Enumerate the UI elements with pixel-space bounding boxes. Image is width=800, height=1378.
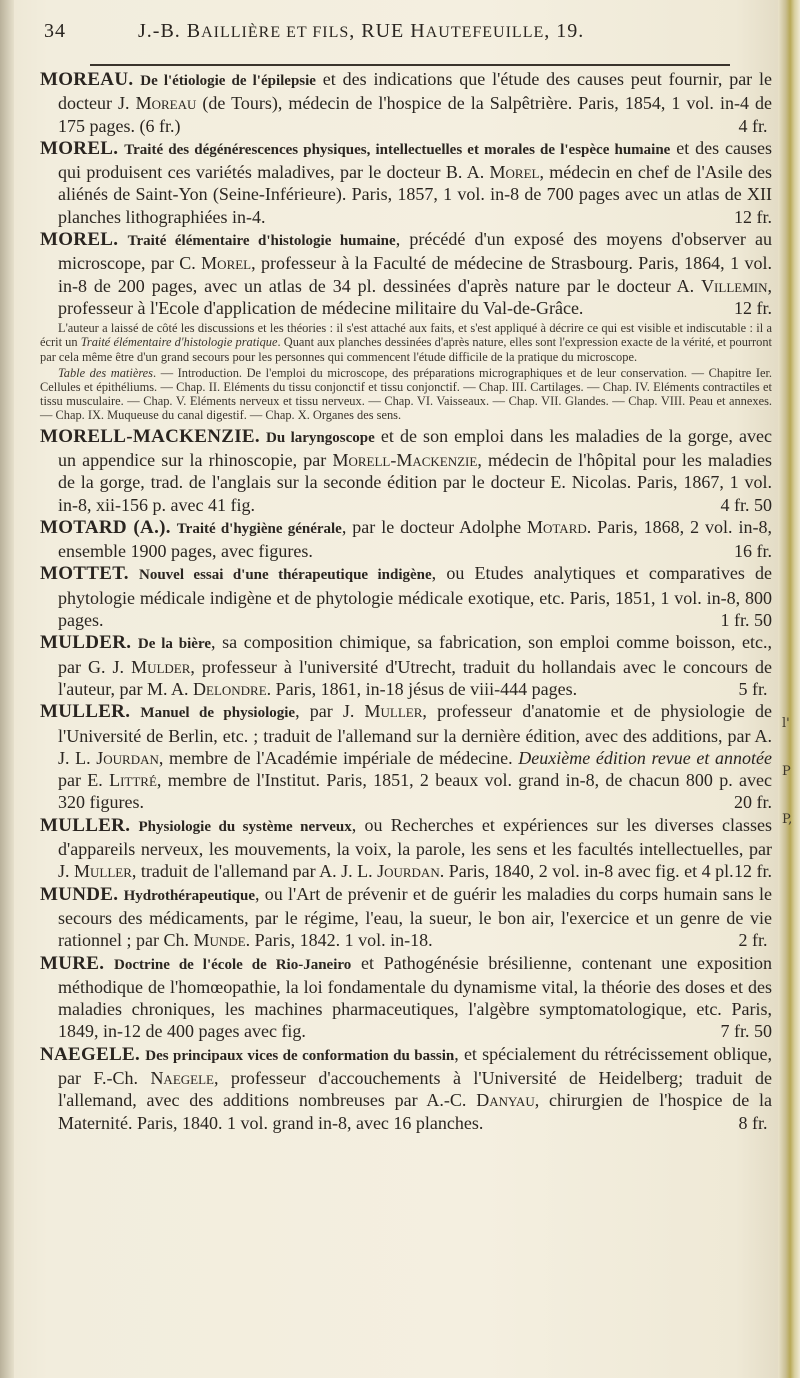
note-italic: Table des matières [58, 365, 153, 380]
entry-author: Muller [364, 701, 423, 722]
entry-headword: NAEGELE. [40, 1043, 141, 1065]
entry-text: , médecin en chef de l'Asile des aliénés de Saint-Yon (Seine-Inférieure). Paris, 1857, 1 vol. in-8 de 700 pages avec un atlas de XII planches lithographiées in-4. [58, 162, 772, 227]
entry-text: , professeur à la Faculté de médecine de Strasbourg. Paris, 1864, 1 vol. in-8 de 200 pages, avec un atlas de 34 pl. dessinées d'après nature par le docteur A. [58, 253, 772, 296]
entry-text: , professeur d'anatomie et de physiologie de l'Université de Berlin, etc. ; traduit de l'allemand sur la dernière édition, avec des additions, par A. J. L. [58, 701, 772, 768]
catalogue-entry [40, 562, 772, 631]
entry-text: , précédé d'un exposé des moyens d'observer au microscope, par C. [58, 229, 773, 274]
entry-text: , médecin de l'hôpital pour les maladies de la gorge, trad. de l'anglais sur la seconde édition par le docteur E. Nicolas. Paris, 1867, 1 vol. in-8, xii-156 p. avec 41 fig. [58, 449, 772, 515]
catalogue-entry [40, 814, 772, 883]
entry-text: , chirurgien de l'hospice de la Maternité. Paris, 1840. 1 vol. grand in-8, avec 16 planches. [58, 1090, 773, 1133]
entry-text: , par J. [295, 701, 365, 722]
entry-author: Delondre [193, 678, 267, 699]
entry-author: Morel [201, 253, 252, 274]
entry-author: Jourdan [377, 861, 440, 882]
note-text: . — Introduction. De l'emploi du microscope, des préparations micrographiques et de leur conservation. — Chapitre Ier. Cellules et épithéliums. — Chap. II. Eléments du tissu conjonctif et tissu conjonctif. — Chap. III. Cartilages. — Chap. IV. Eléments contractiles et tissu musculaire. — Chap. V. Eléments nerveux et tissu nerveux. — Chap. VI. Vaisseaux. — Chap. VII. Glandes. — Chap. VIII. Peau et annexes. — Chap. IX. Muqueuse du canal digestif. — Chap. X. Organes des sens. [40, 365, 772, 423]
entry-title: Traité des dégénérescences physiques, intellectuelles et morales de l'espèce humaine [124, 141, 671, 158]
entry-text: , par le docteur Adolphe [341, 516, 528, 537]
entry-text: , membre de l'Académie impériale de médecine. [158, 747, 519, 768]
entry-text: . Paris, 1861, in-18 jésus de viii-444 pages. [266, 678, 578, 699]
entry-text: , ou Recherches et expériences sur les diverses classes d'appareils nerveux, les mouvements, la voix, la parole, les sens et les facultés intellectuelles, par J. [58, 814, 772, 882]
entry-note [40, 321, 772, 364]
street-prefix: , RUE H [349, 20, 426, 42]
catalogue-entry [40, 516, 772, 563]
catalogue-entry [40, 700, 772, 813]
entry-title: De l'étiologie de l'épilepsie [140, 73, 316, 89]
entry-text: , professeur d'accouchements à l'Université de Heidelberg; traduit de l'allemand, avec des additions nombreuses par A.-C. [58, 1068, 772, 1111]
catalogue-entry [40, 68, 772, 137]
entry-headword: MOREL. [40, 229, 119, 251]
entry-price: 12 fr. [734, 297, 772, 318]
entry-author: Danyau [476, 1090, 535, 1111]
note-text: . Quant aux planches dessinées d'après nature, elles sont l'expression exacte de la vérité, et pourront par cela même être d'un grand secours pour les personnes qui commencent l'étude difficile de la pratique du microscope. [40, 335, 772, 364]
entry-text: par E. [58, 770, 110, 791]
entry-price: 4 fr. [738, 115, 768, 136]
entry-title: Traité élémentaire d'histologie humaine [127, 233, 396, 250]
publisher-name: AILLIÈRE ET FILS [201, 24, 350, 41]
entry-price: 1 fr. 50 [720, 610, 772, 631]
entry-author: Muller [74, 861, 132, 882]
entry-author: Littré [109, 770, 157, 791]
entry-text: et Pathogénésie brésilienne, contenant une exposition méthodique de l'homœopathie, la loi fondamentale du dynamisme vital, la théorie des doses et des maladies chroniques, les machines pharmaceutiques, l'algèbre symptomatologique, etc. Paris, 1849, in-12 de 400 pages avec fig. [58, 952, 773, 1042]
entry-text: et des indications que l'étude des causes peut fournir, par le docteur J. [58, 69, 772, 114]
entry-title: De la bière [137, 636, 211, 653]
entry-headword: MOTARD (A.). [40, 516, 171, 538]
edge-letter: P [782, 764, 791, 779]
street-number: , 19. [544, 20, 585, 42]
entry-headword: MOREAU. [40, 69, 134, 90]
edge-letter: P, [782, 812, 793, 827]
entry-title: Traité d'hygiène générale [176, 520, 342, 537]
entry-title: Du laryngoscope [266, 429, 375, 446]
entry-text: , membre de l'Institut. Paris, 1851, 2 beaux vol. grand in-8, de chacun 800 p. avec 320 figures. [58, 770, 772, 813]
entry-title: Manuel de physiologie [140, 705, 296, 722]
entry-author: Villemin [701, 275, 768, 296]
catalogue-entry [40, 425, 772, 516]
catalogue-entry [40, 631, 772, 700]
edge-letter: l' [782, 716, 790, 731]
entry-headword: MULLER. [40, 814, 131, 836]
catalogue-entry [40, 137, 772, 228]
entry-text: et des causes qui produisent ces variétés maladives, par le docteur B. A. [58, 137, 773, 183]
entry-note-contents [40, 366, 772, 423]
entry-title: Doctrine de l'école de Rio-Janeiro [114, 956, 352, 973]
entry-text: , professeur à l'Ecole d'application de médecine militaire du Val-de-Grâce. [58, 275, 772, 318]
entry-text: . Paris, 1842. 1 vol. in-18. [245, 930, 433, 951]
entry-text: , ou l'Art de prévenir et de guérir les maladies du corps humain sans le secours des médicaments, par le régime, l'eau, la sueur, le bon air, l'exercice et un genre de vie rationnel ; par Ch. [58, 883, 773, 951]
entry-price: 20 fr. [734, 792, 772, 813]
entry-title: Hydrothérapeutique [123, 887, 255, 904]
catalogue-entries [40, 68, 772, 1134]
entry-headword: MUNDE. [40, 883, 119, 905]
entry-author: Morell-Mackenzie [332, 449, 478, 470]
entry-text: , professeur à l'université d'Utrecht, traduit du hollandais avec le concours de l'auteur, par M. A. [58, 656, 772, 699]
catalogue-entry [40, 952, 772, 1043]
entry-author: Moreau [135, 93, 197, 114]
entry-headword: MOTTET. [40, 563, 129, 585]
header-rule [90, 64, 730, 66]
page-number: 34 [44, 20, 66, 42]
entry-text: , traduit de l'allemand par A. J. L. [131, 861, 378, 882]
entry-text: (de Tours), médecin de l'hospice de la Salpêtrière. Paris, 1854, 1 vol. in-4 de 175 pages. (6 fr.) [58, 93, 772, 136]
catalogue-entry [40, 883, 772, 952]
entry-headword: MURE. [40, 952, 105, 974]
entry-headword: MULLER. [40, 701, 131, 723]
note-text: L'auteur a laissé de côté les discussions et les théories : il s'est attaché aux faits, et s'est appliqué à décrire ce qui est visible et indiscutable : il a écrit un [40, 321, 772, 350]
catalogue-entry [40, 1043, 772, 1134]
entry-text: et de son emploi dans les maladies de la gorge, avec un appendice sur la rhinoscopie, par [58, 425, 773, 470]
entry-price: 5 fr. [738, 678, 768, 699]
entry-headword: MOREL. [40, 137, 119, 159]
entry-author: Morel [489, 162, 540, 183]
entry-author: Mulder [131, 656, 191, 677]
note-italic: Traité élémentaire d'histologie pratique [80, 335, 278, 350]
entry-headword: MORELL-MACKENZIE. [40, 425, 260, 447]
entry-price: 4 fr. 50 [720, 494, 772, 515]
entry-author: Naegele [150, 1068, 214, 1088]
publisher-line [138, 20, 584, 43]
entry-italic: Deuxième édition revue et annotée [518, 747, 772, 768]
catalogue-entry [40, 228, 772, 319]
entry-headword: MULDER. [40, 632, 132, 654]
entry-title: Nouvel essai d'une thérapeutique indigène [139, 567, 432, 584]
entry-price: 12 fr. [734, 861, 772, 882]
entry-author: Motard [527, 516, 587, 537]
running-header [44, 20, 764, 56]
entry-author: Munde [193, 930, 246, 951]
entry-title: Physiologie du système nerveux [138, 818, 352, 835]
street-name: AUTEFEUILLE [425, 24, 545, 41]
entry-text: , et spécialement du rétrécissement oblique, par F.-Ch. [58, 1043, 772, 1088]
entry-title: Des principaux vices de conformation du bassin [145, 1047, 455, 1064]
entry-author: Jourdan [96, 747, 159, 768]
entry-price: 16 fr. [734, 541, 772, 562]
entry-price: 8 fr. [738, 1112, 768, 1133]
entry-price: 12 fr. [734, 206, 772, 227]
adjacent-page-edge [778, 0, 800, 1378]
entry-text: . Paris, 1868, 2 vol. in-8, ensemble 1900 pages, avec figures. [58, 516, 772, 562]
book-spine-shadow [0, 0, 14, 1378]
entry-text: . Paris, 1840, 2 vol. in-8 avec fig. et 4 pl. [439, 861, 734, 882]
entry-text: , ou Etudes analytiques et comparatives de phytologie médicale indigène et de phytologie médicale exotique, etc. Paris, 1851, 1 vol. in-8, 800 pages. [58, 563, 772, 631]
publisher-initials: J.-B. B [138, 20, 202, 42]
edge-letters [782, 700, 796, 844]
entry-text: , sa composition chimique, sa fabrication, son emploi comme boisson, etc., par G. J. [58, 632, 772, 677]
entry-price: 7 fr. 50 [720, 1021, 772, 1042]
entry-price: 2 fr. [738, 930, 768, 951]
